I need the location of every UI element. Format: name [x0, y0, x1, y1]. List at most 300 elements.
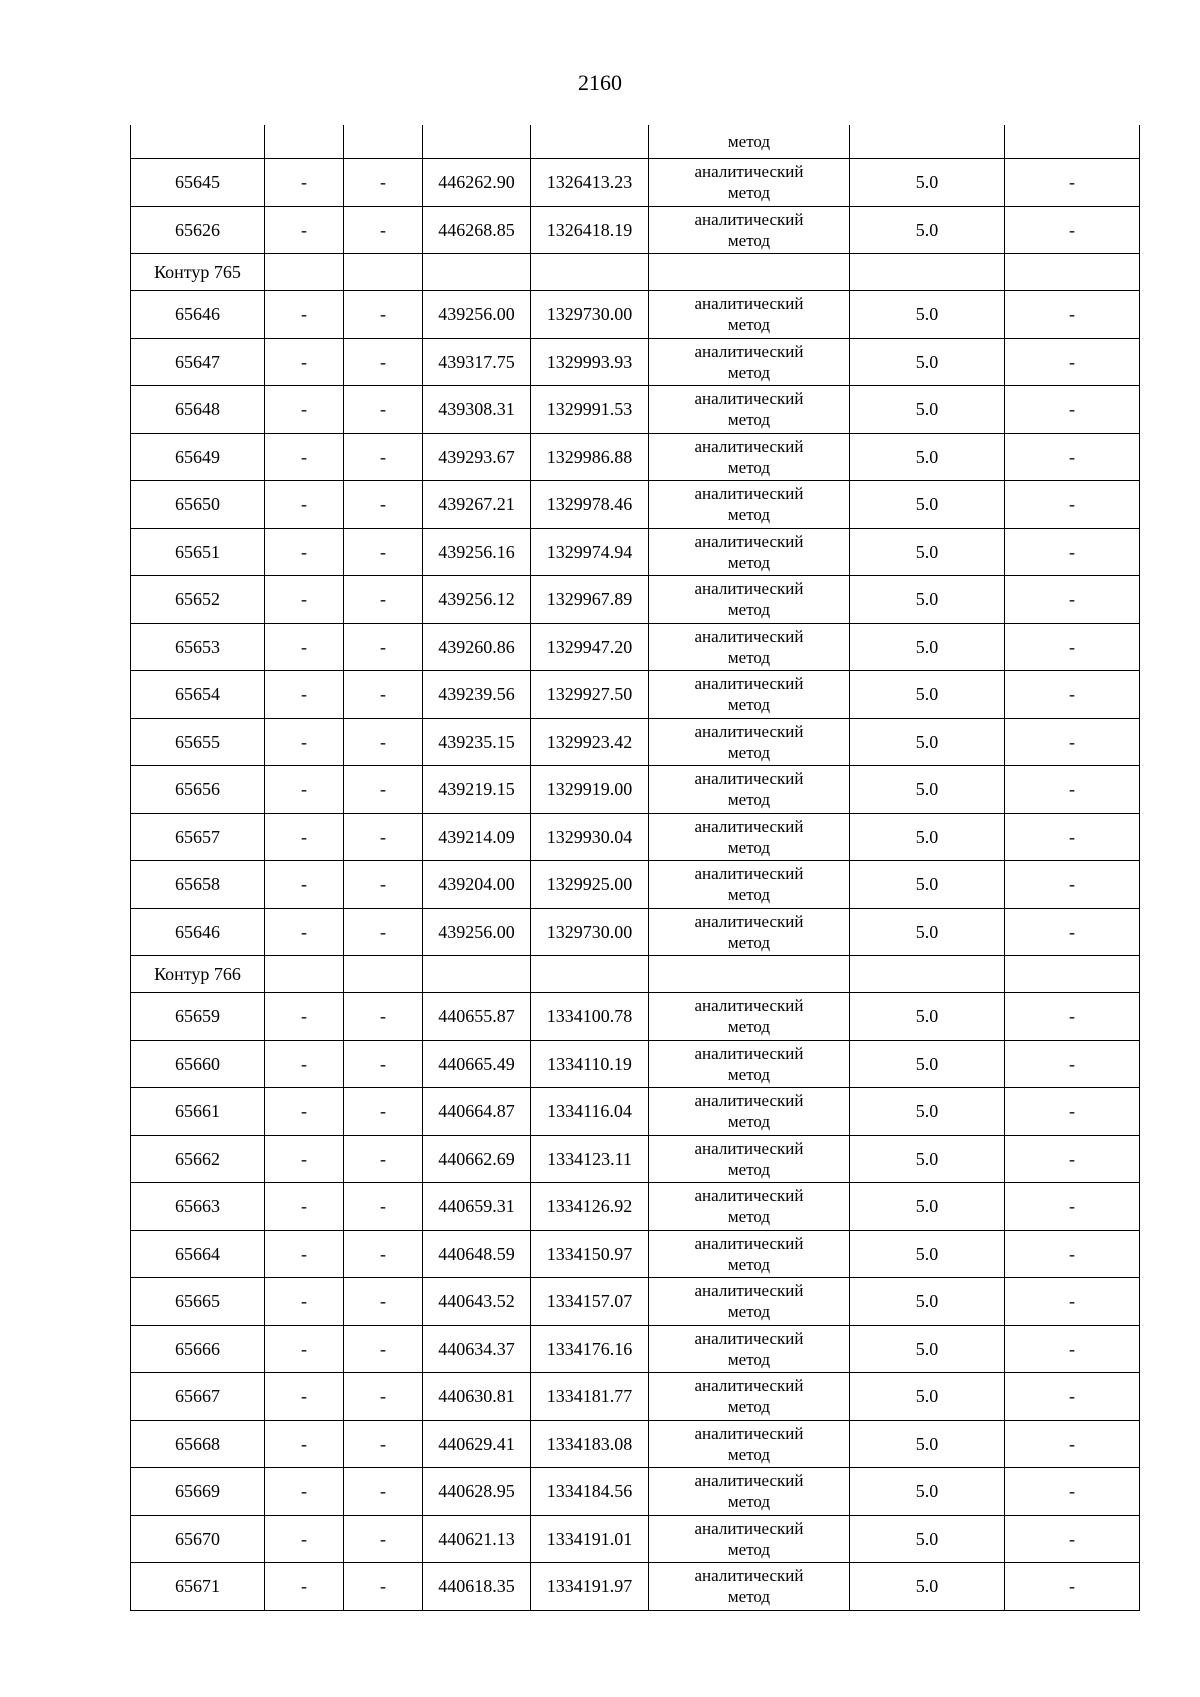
method-line-2: метод	[727, 790, 771, 810]
accuracy: 5.0	[850, 1183, 1005, 1231]
point-id: 65654	[131, 671, 265, 719]
note-cell: -	[1005, 386, 1140, 434]
method-line-2: метод	[727, 695, 771, 715]
method-line-1: аналитический	[694, 1423, 804, 1443]
x-coordinate: 440618.35	[423, 1563, 531, 1611]
y-coordinate: 1329993.93	[531, 338, 649, 386]
table-row	[131, 1468, 1140, 1516]
point-id: 65671	[131, 1563, 265, 1611]
contour-label: Контур 766	[131, 956, 265, 993]
method-line-2: метод	[727, 505, 771, 525]
dash-cell: -	[344, 386, 423, 434]
y-coordinate: 1334126.92	[531, 1183, 649, 1231]
accuracy: 5.0	[850, 433, 1005, 481]
dash-cell: -	[344, 1135, 423, 1183]
method-line-1: аналитический	[694, 389, 804, 408]
x-coordinate: 446262.90	[423, 159, 531, 207]
point-id: 65665	[131, 1278, 265, 1326]
accuracy: 5.0	[850, 291, 1005, 339]
method-line-1: аналитический	[694, 1043, 804, 1063]
note-cell: -	[1005, 1135, 1140, 1183]
method-line-2: метод	[727, 1539, 771, 1559]
cell	[423, 956, 531, 993]
method-line-1: аналитический	[694, 579, 804, 598]
note-cell: -	[1005, 861, 1140, 909]
method-line-2: метод	[727, 183, 771, 203]
dash-cell: -	[344, 1230, 423, 1278]
table-row	[131, 481, 1140, 529]
dash-cell: -	[344, 1468, 423, 1516]
cell	[265, 956, 344, 993]
cell	[131, 125, 265, 159]
x-coordinate: 439317.75	[423, 338, 531, 386]
dash-cell: -	[344, 338, 423, 386]
method-line-2: метод	[727, 837, 771, 857]
accuracy: 5.0	[850, 338, 1005, 386]
x-coordinate: 439239.56	[423, 671, 531, 719]
accuracy: 5.0	[850, 528, 1005, 576]
accuracy: 5.0	[850, 671, 1005, 719]
dash-cell: -	[265, 1420, 344, 1468]
method-line-1: аналитический	[694, 1233, 804, 1253]
x-coordinate: 439267.21	[423, 481, 531, 529]
method-cell	[649, 718, 850, 766]
method-cell	[649, 206, 850, 254]
table-row	[131, 1230, 1140, 1278]
method-line-2: метод	[727, 885, 771, 905]
point-id: 65647	[131, 338, 265, 386]
point-id: 65664	[131, 1230, 265, 1278]
dash-cell: -	[265, 1088, 344, 1136]
point-id: 65663	[131, 1183, 265, 1231]
x-coordinate: 446268.85	[423, 206, 531, 254]
dash-cell: -	[265, 908, 344, 956]
dash-cell: -	[344, 1325, 423, 1373]
table-row	[131, 1183, 1140, 1231]
accuracy: 5.0	[850, 1420, 1005, 1468]
method-cell	[649, 623, 850, 671]
dash-cell: -	[265, 671, 344, 719]
point-id: 65666	[131, 1325, 265, 1373]
method-line-1: аналитический	[694, 1091, 804, 1110]
dash-cell: -	[265, 1278, 344, 1326]
note-cell: -	[1005, 1373, 1140, 1421]
note-cell: -	[1005, 481, 1140, 529]
dash-cell: -	[265, 338, 344, 386]
method-line-1: аналитический	[694, 1566, 804, 1585]
note-cell: -	[1005, 433, 1140, 481]
dash-cell: -	[265, 1373, 344, 1421]
x-coordinate: 440664.87	[423, 1088, 531, 1136]
note-cell: -	[1005, 291, 1140, 339]
dash-cell: -	[344, 528, 423, 576]
dash-cell: -	[265, 481, 344, 529]
table-row	[131, 1088, 1140, 1136]
accuracy: 5.0	[850, 813, 1005, 861]
x-coordinate: 440630.81	[423, 1373, 531, 1421]
y-coordinate: 1326418.19	[531, 206, 649, 254]
method-cell	[649, 671, 850, 719]
y-coordinate: 1334181.77	[531, 1373, 649, 1421]
contour-group-row	[131, 956, 1140, 993]
cell	[649, 254, 850, 291]
cell	[850, 254, 1005, 291]
x-coordinate: 439256.16	[423, 528, 531, 576]
method-cell	[649, 1373, 850, 1421]
cell	[850, 956, 1005, 993]
dash-cell: -	[265, 386, 344, 434]
point-id: 65655	[131, 718, 265, 766]
dash-cell: -	[265, 1230, 344, 1278]
x-coordinate: 439235.15	[423, 718, 531, 766]
table-row	[131, 338, 1140, 386]
method-line-1: аналитический	[694, 674, 804, 693]
dash-cell: -	[265, 861, 344, 909]
method-cell	[649, 1515, 850, 1563]
method-line-2: метод	[727, 1302, 771, 1322]
x-coordinate: 439256.00	[423, 291, 531, 339]
contour-label: Контур 765	[131, 254, 265, 291]
dash-cell: -	[265, 623, 344, 671]
point-id: 65652	[131, 576, 265, 624]
dash-cell: -	[265, 1468, 344, 1516]
dash-cell: -	[344, 1088, 423, 1136]
y-coordinate: 1334184.56	[531, 1468, 649, 1516]
dash-cell: -	[344, 433, 423, 481]
method-cell	[649, 386, 850, 434]
y-coordinate: 1329930.04	[531, 813, 649, 861]
note-cell: -	[1005, 206, 1140, 254]
dash-cell: -	[265, 1135, 344, 1183]
table-row	[131, 1563, 1140, 1611]
note-cell: -	[1005, 159, 1140, 207]
note-cell: -	[1005, 1230, 1140, 1278]
x-coordinate: 439308.31	[423, 386, 531, 434]
y-coordinate: 1334176.16	[531, 1325, 649, 1373]
cell	[265, 125, 344, 159]
cell	[531, 125, 649, 159]
method-cell	[649, 1040, 850, 1088]
note-cell: -	[1005, 1563, 1140, 1611]
x-coordinate: 440621.13	[423, 1515, 531, 1563]
method-cell	[649, 766, 850, 814]
note-cell: -	[1005, 813, 1140, 861]
point-id: 65659	[131, 993, 265, 1041]
dash-cell: -	[265, 1040, 344, 1088]
method-line-2: метод	[727, 1207, 771, 1227]
cell	[344, 125, 423, 159]
point-id: 65661	[131, 1088, 265, 1136]
point-id: 65648	[131, 386, 265, 434]
point-id: 65653	[131, 623, 265, 671]
table-row	[131, 908, 1140, 956]
method-line-2: метод	[727, 1017, 771, 1037]
table-row	[131, 433, 1140, 481]
point-id: 65649	[131, 433, 265, 481]
method-line-1: аналитический	[694, 162, 804, 181]
note-cell: -	[1005, 1040, 1140, 1088]
dash-cell: -	[265, 813, 344, 861]
table-row	[131, 718, 1140, 766]
x-coordinate: 440648.59	[423, 1230, 531, 1278]
table-row	[131, 1278, 1140, 1326]
table-row	[131, 766, 1140, 814]
method-cell	[649, 1278, 850, 1326]
cell	[265, 254, 344, 291]
contour-group-row	[131, 254, 1140, 291]
y-coordinate: 1329947.20	[531, 623, 649, 671]
dash-cell: -	[344, 1373, 423, 1421]
accuracy: 5.0	[850, 159, 1005, 207]
method-line-1: аналитический	[694, 1281, 804, 1300]
dash-cell: -	[344, 1515, 423, 1563]
method-line-2: метод	[727, 230, 771, 250]
method-cell	[649, 1325, 850, 1373]
accuracy: 5.0	[850, 206, 1005, 254]
method-cell	[649, 576, 850, 624]
table-row	[131, 623, 1140, 671]
table-row	[131, 671, 1140, 719]
page-number: 2160	[578, 70, 622, 95]
dash-cell: -	[265, 291, 344, 339]
point-id: 65646	[131, 291, 265, 339]
y-coordinate: 1329927.50	[531, 671, 649, 719]
dash-cell: -	[265, 1515, 344, 1563]
method-line-2: метод	[727, 362, 771, 382]
dash-cell: -	[265, 766, 344, 814]
table-row	[131, 528, 1140, 576]
note-cell: -	[1005, 1088, 1140, 1136]
accuracy: 5.0	[850, 718, 1005, 766]
method-cell: метод	[649, 125, 850, 159]
method-line-1: аналитический	[694, 1376, 804, 1395]
cell	[531, 254, 649, 291]
y-coordinate: 1329919.00	[531, 766, 649, 814]
dash-cell: -	[344, 861, 423, 909]
method-line-2: метод	[727, 1397, 771, 1417]
cell	[649, 956, 850, 993]
method-line-1: аналитический	[694, 721, 804, 741]
y-coordinate: 1334191.97	[531, 1563, 649, 1611]
x-coordinate: 439260.86	[423, 623, 531, 671]
method-cell	[649, 1420, 850, 1468]
method-line-1: аналитический	[694, 341, 804, 361]
y-coordinate: 1334116.04	[531, 1088, 649, 1136]
cell	[344, 254, 423, 291]
accuracy: 5.0	[850, 1040, 1005, 1088]
continuation-row	[131, 125, 1140, 159]
method-line-1: аналитический	[694, 816, 804, 836]
method-line-2: метод	[727, 1112, 771, 1132]
coordinates-table	[130, 125, 1140, 1611]
method-line-2: метод	[727, 1349, 771, 1369]
accuracy: 5.0	[850, 623, 1005, 671]
point-id: 65662	[131, 1135, 265, 1183]
point-id: 65626	[131, 206, 265, 254]
x-coordinate: 440662.69	[423, 1135, 531, 1183]
note-cell: -	[1005, 623, 1140, 671]
table-row	[131, 993, 1140, 1041]
note-cell: -	[1005, 671, 1140, 719]
note-cell: -	[1005, 338, 1140, 386]
method-cell	[649, 993, 850, 1041]
point-id: 65651	[131, 528, 265, 576]
note-cell: -	[1005, 528, 1140, 576]
accuracy: 5.0	[850, 1468, 1005, 1516]
note-cell: -	[1005, 908, 1140, 956]
method-cell	[649, 1468, 850, 1516]
dash-cell: -	[265, 206, 344, 254]
cell	[423, 125, 531, 159]
accuracy: 5.0	[850, 766, 1005, 814]
note-cell: -	[1005, 1420, 1140, 1468]
dash-cell: -	[344, 1040, 423, 1088]
note-cell: -	[1005, 766, 1140, 814]
method-cell	[649, 861, 850, 909]
method-line-2: метод	[727, 1587, 771, 1607]
y-coordinate: 1329967.89	[531, 576, 649, 624]
x-coordinate: 439204.00	[423, 861, 531, 909]
method-line-2: метод	[727, 932, 771, 952]
table-row	[131, 1373, 1140, 1421]
method-line-2: метод	[727, 552, 771, 572]
table-row	[131, 1135, 1140, 1183]
point-id: 65670	[131, 1515, 265, 1563]
table-row	[131, 291, 1140, 339]
table-row	[131, 159, 1140, 207]
cell	[850, 125, 1005, 159]
method-line-2: метод	[727, 1254, 771, 1274]
table-row	[131, 1040, 1140, 1088]
y-coordinate: 1329925.00	[531, 861, 649, 909]
accuracy: 5.0	[850, 1373, 1005, 1421]
accuracy: 5.0	[850, 1088, 1005, 1136]
y-coordinate: 1329730.00	[531, 291, 649, 339]
cell	[1005, 254, 1140, 291]
method-line-2: метод	[727, 742, 771, 762]
dash-cell: -	[344, 908, 423, 956]
method-line-2: метод	[727, 1444, 771, 1464]
dash-cell: -	[344, 993, 423, 1041]
y-coordinate: 1326413.23	[531, 159, 649, 207]
method-line-1: аналитический	[694, 1518, 804, 1538]
dash-cell: -	[344, 206, 423, 254]
method-cell	[649, 1088, 850, 1136]
accuracy: 5.0	[850, 576, 1005, 624]
method-line-1: аналитический	[694, 1138, 804, 1158]
method-cell	[649, 1230, 850, 1278]
dash-cell: -	[344, 813, 423, 861]
cell	[344, 956, 423, 993]
cell	[1005, 956, 1140, 993]
cell	[531, 956, 649, 993]
y-coordinate: 1329978.46	[531, 481, 649, 529]
point-id: 65668	[131, 1420, 265, 1468]
method-cell	[649, 908, 850, 956]
point-id: 65646	[131, 908, 265, 956]
accuracy: 5.0	[850, 908, 1005, 956]
point-id: 65650	[131, 481, 265, 529]
y-coordinate: 1334100.78	[531, 993, 649, 1041]
y-coordinate: 1334123.11	[531, 1135, 649, 1183]
x-coordinate: 440655.87	[423, 993, 531, 1041]
dash-cell: -	[344, 671, 423, 719]
method-line-2: метод	[727, 1064, 771, 1084]
x-coordinate: 440634.37	[423, 1325, 531, 1373]
accuracy: 5.0	[850, 481, 1005, 529]
y-coordinate: 1334183.08	[531, 1420, 649, 1468]
method-line-1: аналитический	[694, 864, 804, 883]
accuracy: 5.0	[850, 861, 1005, 909]
dash-cell: -	[344, 1278, 423, 1326]
dash-cell: -	[344, 718, 423, 766]
dash-cell: -	[265, 1563, 344, 1611]
method-cell	[649, 291, 850, 339]
method-line-1: аналитический	[694, 484, 804, 503]
table-row	[131, 206, 1140, 254]
cell	[1005, 125, 1140, 159]
dash-cell: -	[265, 1325, 344, 1373]
table-row	[131, 1420, 1140, 1468]
method-cell	[649, 528, 850, 576]
dash-cell: -	[265, 576, 344, 624]
method-line-2: метод	[727, 457, 771, 477]
cell	[423, 254, 531, 291]
method-line-1: аналитический	[694, 1471, 804, 1490]
note-cell: -	[1005, 576, 1140, 624]
accuracy: 5.0	[850, 1563, 1005, 1611]
point-id: 65657	[131, 813, 265, 861]
dash-cell: -	[265, 718, 344, 766]
dash-cell: -	[265, 993, 344, 1041]
method-cell	[649, 338, 850, 386]
note-cell: -	[1005, 993, 1140, 1041]
table-row	[131, 576, 1140, 624]
accuracy: 5.0	[850, 1325, 1005, 1373]
note-cell: -	[1005, 1325, 1140, 1373]
note-cell: -	[1005, 718, 1140, 766]
accuracy: 5.0	[850, 386, 1005, 434]
point-id: 65667	[131, 1373, 265, 1421]
method-line-1: аналитический	[694, 1328, 804, 1348]
x-coordinate: 439219.15	[423, 766, 531, 814]
method-line-1: аналитический	[694, 294, 804, 313]
dash-cell: -	[265, 433, 344, 481]
y-coordinate: 1334150.97	[531, 1230, 649, 1278]
note-cell: -	[1005, 1468, 1140, 1516]
table-row	[131, 813, 1140, 861]
note-cell: -	[1005, 1278, 1140, 1326]
y-coordinate: 1329923.42	[531, 718, 649, 766]
dash-cell: -	[344, 291, 423, 339]
table-row	[131, 861, 1140, 909]
method-cell	[649, 433, 850, 481]
x-coordinate: 440665.49	[423, 1040, 531, 1088]
method-cell	[649, 813, 850, 861]
method-line-1: аналитический	[694, 996, 804, 1015]
x-coordinate: 439293.67	[423, 433, 531, 481]
accuracy: 5.0	[850, 1230, 1005, 1278]
method-line-2: метод	[727, 315, 771, 335]
method-line-2: метод	[727, 1159, 771, 1179]
dash-cell: -	[344, 481, 423, 529]
x-coordinate: 440629.41	[423, 1420, 531, 1468]
y-coordinate: 1334110.19	[531, 1040, 649, 1088]
accuracy: 5.0	[850, 993, 1005, 1041]
x-coordinate: 440628.95	[423, 1468, 531, 1516]
point-id: 65645	[131, 159, 265, 207]
method-cell	[649, 1183, 850, 1231]
